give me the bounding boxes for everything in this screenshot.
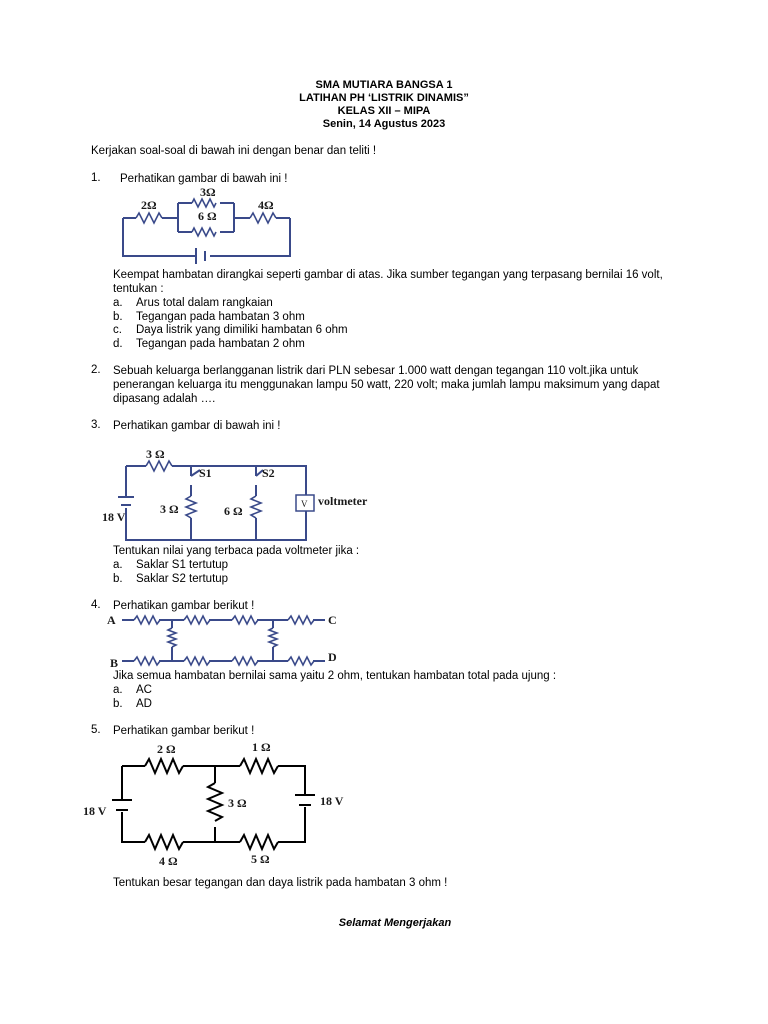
q1-r4-label: 4Ω — [258, 198, 274, 212]
q1-item-d: Tegangan pada hambatan 2 ohm — [136, 338, 305, 350]
closing-note: Selamat Mengerjakan — [338, 917, 452, 929]
instruction: Kerjakan soal-soal di bawah ini dengan benar dan teliti ! — [91, 145, 377, 157]
q1-number: 1. — [91, 172, 101, 184]
q4-item-b-key: b. — [113, 698, 123, 710]
q1-r3-label: 6 Ω — [198, 209, 217, 223]
q4-item-a-key: a. — [113, 684, 123, 696]
q3-s2-label: S2 — [262, 466, 275, 480]
q3-voltmeter-label: voltmeter — [318, 494, 368, 508]
q5-r2-label: 1 Ω — [252, 740, 271, 754]
q4-node-c: C — [328, 613, 337, 627]
q1-item-b-key: b. — [113, 311, 123, 323]
q5-r3-label: 3 Ω — [228, 796, 247, 810]
q3-item-b: Saklar S2 tertutup — [136, 573, 229, 585]
q4-node-a: A — [107, 613, 116, 627]
q2-line-2: penerangan keluarga itu menggunakan lampu 50 watt, 220 volt; maka jumlah lampu maksimum yang dapat — [113, 379, 660, 391]
q5-number: 5. — [91, 724, 101, 736]
q4-item-a: AC — [136, 684, 152, 696]
q5-prompt: Perhatikan gambar berikut ! — [113, 725, 255, 737]
q1-item-d-key: d. — [113, 338, 123, 350]
q4-node-d: D — [328, 650, 337, 664]
q5-v1-label: 18 V — [83, 804, 107, 818]
class-label: KELAS XII – MIPA — [337, 105, 431, 117]
q3-description: Tentukan nilai yang terbaca pada voltmeter jika : — [113, 545, 360, 557]
q4-item-b: AD — [136, 698, 152, 710]
q3-meter-symbol: V — [301, 499, 308, 509]
q5-r1-label: 2 Ω — [157, 742, 176, 756]
q3-number: 3. — [91, 419, 101, 431]
q1-item-a: Arus total dalam rangkaian — [136, 297, 273, 309]
q1-description: Keempat hambatan dirangkai seperti gambar di atas. Jika sumber tegangan yang terpasang bernilai 16 volt, — [113, 269, 663, 281]
q4-description: Jika semua hambatan bernilai sama yaitu 2 ohm, tentukan hambatan total pada ujung : — [113, 670, 557, 682]
q1-r1-label: 2Ω — [141, 198, 157, 212]
q3-s1-label: S1 — [199, 466, 212, 480]
q5-v2-label: 18 V — [320, 794, 344, 808]
q2-line-1: Sebuah keluarga berlangganan listrik dari PLN sebesar 1.000 watt dengan tegangan 110 volt.jika untuk — [113, 365, 639, 377]
q3-item-a: Saklar S1 tertutup — [136, 559, 229, 571]
q1-item-c-key: c. — [113, 324, 122, 336]
q3-prompt: Perhatikan gambar di bawah ini ! — [113, 420, 281, 432]
q3-item-b-key: b. — [113, 573, 123, 585]
date-label: Senin, 14 Agustus 2023 — [322, 118, 446, 130]
q1-prompt: Perhatikan gambar di bawah ini ! — [120, 173, 288, 185]
q2-number: 2. — [91, 364, 101, 376]
q3-source-label: 18 V — [102, 510, 126, 524]
q5-r5-label: 5 Ω — [251, 852, 270, 866]
q3-r-mid2-label: 6 Ω — [224, 504, 243, 518]
q1-description-2: tentukan : — [113, 283, 164, 295]
q4-number: 4. — [91, 599, 101, 611]
school-name: SMA MUTIARA BANGSA 1 — [315, 79, 453, 91]
q1-item-b: Tegangan pada hambatan 3 ohm — [136, 311, 305, 323]
q4-node-b: B — [110, 656, 119, 670]
q3-r-top-label: 3 Ω — [146, 447, 165, 461]
q2-line-3: dipasang adalah …. — [113, 393, 216, 405]
q1-r2-label: 3Ω — [200, 185, 216, 199]
q1-item-a-key: a. — [113, 297, 123, 309]
q3-r-mid1-label: 3 Ω — [160, 502, 179, 516]
q3-item-a-key: a. — [113, 559, 123, 571]
q5-r4-label: 4 Ω — [159, 854, 178, 868]
q5-description: Tentukan besar tegangan dan daya listrik pada hambatan 3 ohm ! — [113, 877, 448, 889]
worksheet-title: LATIHAN PH ‘LISTRIK DINAMIS” — [299, 92, 469, 104]
q4-prompt: Perhatikan gambar berikut ! — [113, 600, 255, 612]
q1-item-c: Daya listrik yang dimiliki hambatan 6 ohm — [136, 324, 348, 336]
